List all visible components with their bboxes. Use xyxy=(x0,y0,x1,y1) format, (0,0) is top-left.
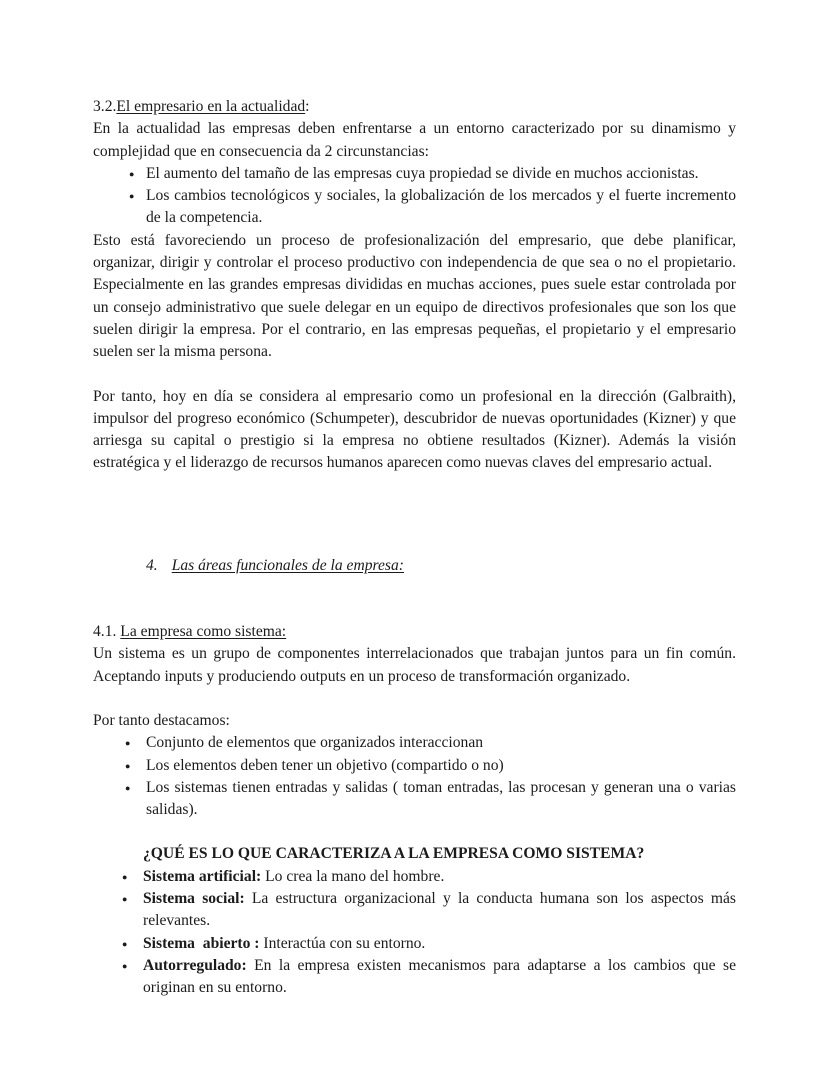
heading-3-2-title: El empresario en la actualidad xyxy=(116,98,306,115)
spacer xyxy=(93,821,736,843)
list-item: ● Los cambios tecnológicos y sociales, la globalización de los mercados y el fuerte incremento de la competencia. xyxy=(93,185,736,230)
heading-3-2 xyxy=(93,96,736,118)
characteristic-term: Sistema social: xyxy=(143,890,245,908)
characteristic-definition: La estructura organizacional y la conducta humana son los aspectos más relevantes. xyxy=(143,890,736,930)
heading-4-1-number: 4.1. xyxy=(93,623,117,641)
list-item: ● Los sistemas tienen entradas y salidas ( toman entradas, las procesan y generan una o varias salidas). xyxy=(93,777,736,822)
characteristic-term: Sistema artificial: xyxy=(143,867,262,885)
list-4-1-system-traits xyxy=(93,732,736,821)
paragraph-4-1-lead-in: Por tanto destacamos: xyxy=(93,711,230,729)
characteristic-term: Sistema abierto : xyxy=(143,934,260,952)
list-item xyxy=(93,888,736,933)
characteristic-definition: Interactúa con su entorno. xyxy=(259,934,426,952)
heading-4 xyxy=(93,555,736,577)
paragraph-3-2-conclusion: Por tanto, hoy en día se considera al empresario como un profesional en la dirección (Galbraith), impulsor del progreso económico (Schumpeter), descubridor de nuevas oportunidades (Kizner) y que arriesga su capital o prestigio si la empresa no obtiene resultados (Kizner). Además la visión estratégica y el liderazgo de recursos humanos aparecen como nuevas claves del empresario actual. xyxy=(93,387,736,472)
spacer xyxy=(93,688,736,710)
list-item xyxy=(93,866,736,888)
heading-3-2-colon: : xyxy=(305,98,310,115)
document-body xyxy=(93,96,736,1000)
list-item xyxy=(93,933,736,955)
characteristic-definition: En la empresa existen mecanismos para adaptarse a los cambios que se originan en su entorno. xyxy=(143,956,736,997)
paragraph-3-2-intro: En la actualidad las empresas deben enfrentarse a un entorno caracterizado por su dinamismo y complejidad que en consecuencia da 2 circunstancias: xyxy=(93,120,736,160)
paragraph-4-1-system-definition: Un sistema es un grupo de componentes interrelacionados que trabajan juntos para un fin común. Aceptando inputs y produciendo outputs en un proceso de transformación organizado. xyxy=(93,645,736,685)
heading-4-number: 4. xyxy=(146,556,158,574)
heading-4-1 xyxy=(93,621,736,643)
spacer xyxy=(93,577,736,621)
characteristic-term: Autorregulado: xyxy=(143,956,247,974)
spacer xyxy=(93,364,736,386)
heading-4-1-title: La empresa como sistema: xyxy=(120,623,287,641)
heading-3-2-number: 3.2. xyxy=(93,98,117,115)
list-item: ● Los elementos deben tener un objetivo (compartido o no) xyxy=(93,755,736,777)
list-3-2-circumstances xyxy=(93,163,736,230)
list-item: ● Conjunto de elementos que organizados interaccionan xyxy=(93,732,736,754)
spacer xyxy=(93,475,736,555)
heading-4-title: Las áreas funcionales de la empresa: xyxy=(171,556,404,574)
paragraph-3-2-professionalization: Esto está favoreciendo un proceso de profesionalización del empresario, que debe planificar, organizar, dirigir y controlar el proceso productivo con independencia de que sea o no el propietario. Especialmente en las grandes empresas divididas en muchas acciones, pues suele estar controlada por un consejo administrativo que suele delegar en un equipo de directivos profesionales que son los que suelen dirigir la empresa. Por el contrario, en las empresas pequeñas, el propietario y el empresario suelen ser la misma persona. xyxy=(93,231,736,361)
list-item xyxy=(93,955,736,1000)
list-item: ● El aumento del tamaño de las empresas cuya propiedad se divide en muchos accionistas. xyxy=(93,163,736,185)
list-4-1-characteristics xyxy=(93,866,736,1000)
heading-question-characteristics: ¿QUÉ ES LO QUE CARACTERIZA A LA EMPRESA COMO SISTEMA? xyxy=(143,845,645,863)
characteristic-definition: Lo crea la mano del hombre. xyxy=(261,867,445,885)
